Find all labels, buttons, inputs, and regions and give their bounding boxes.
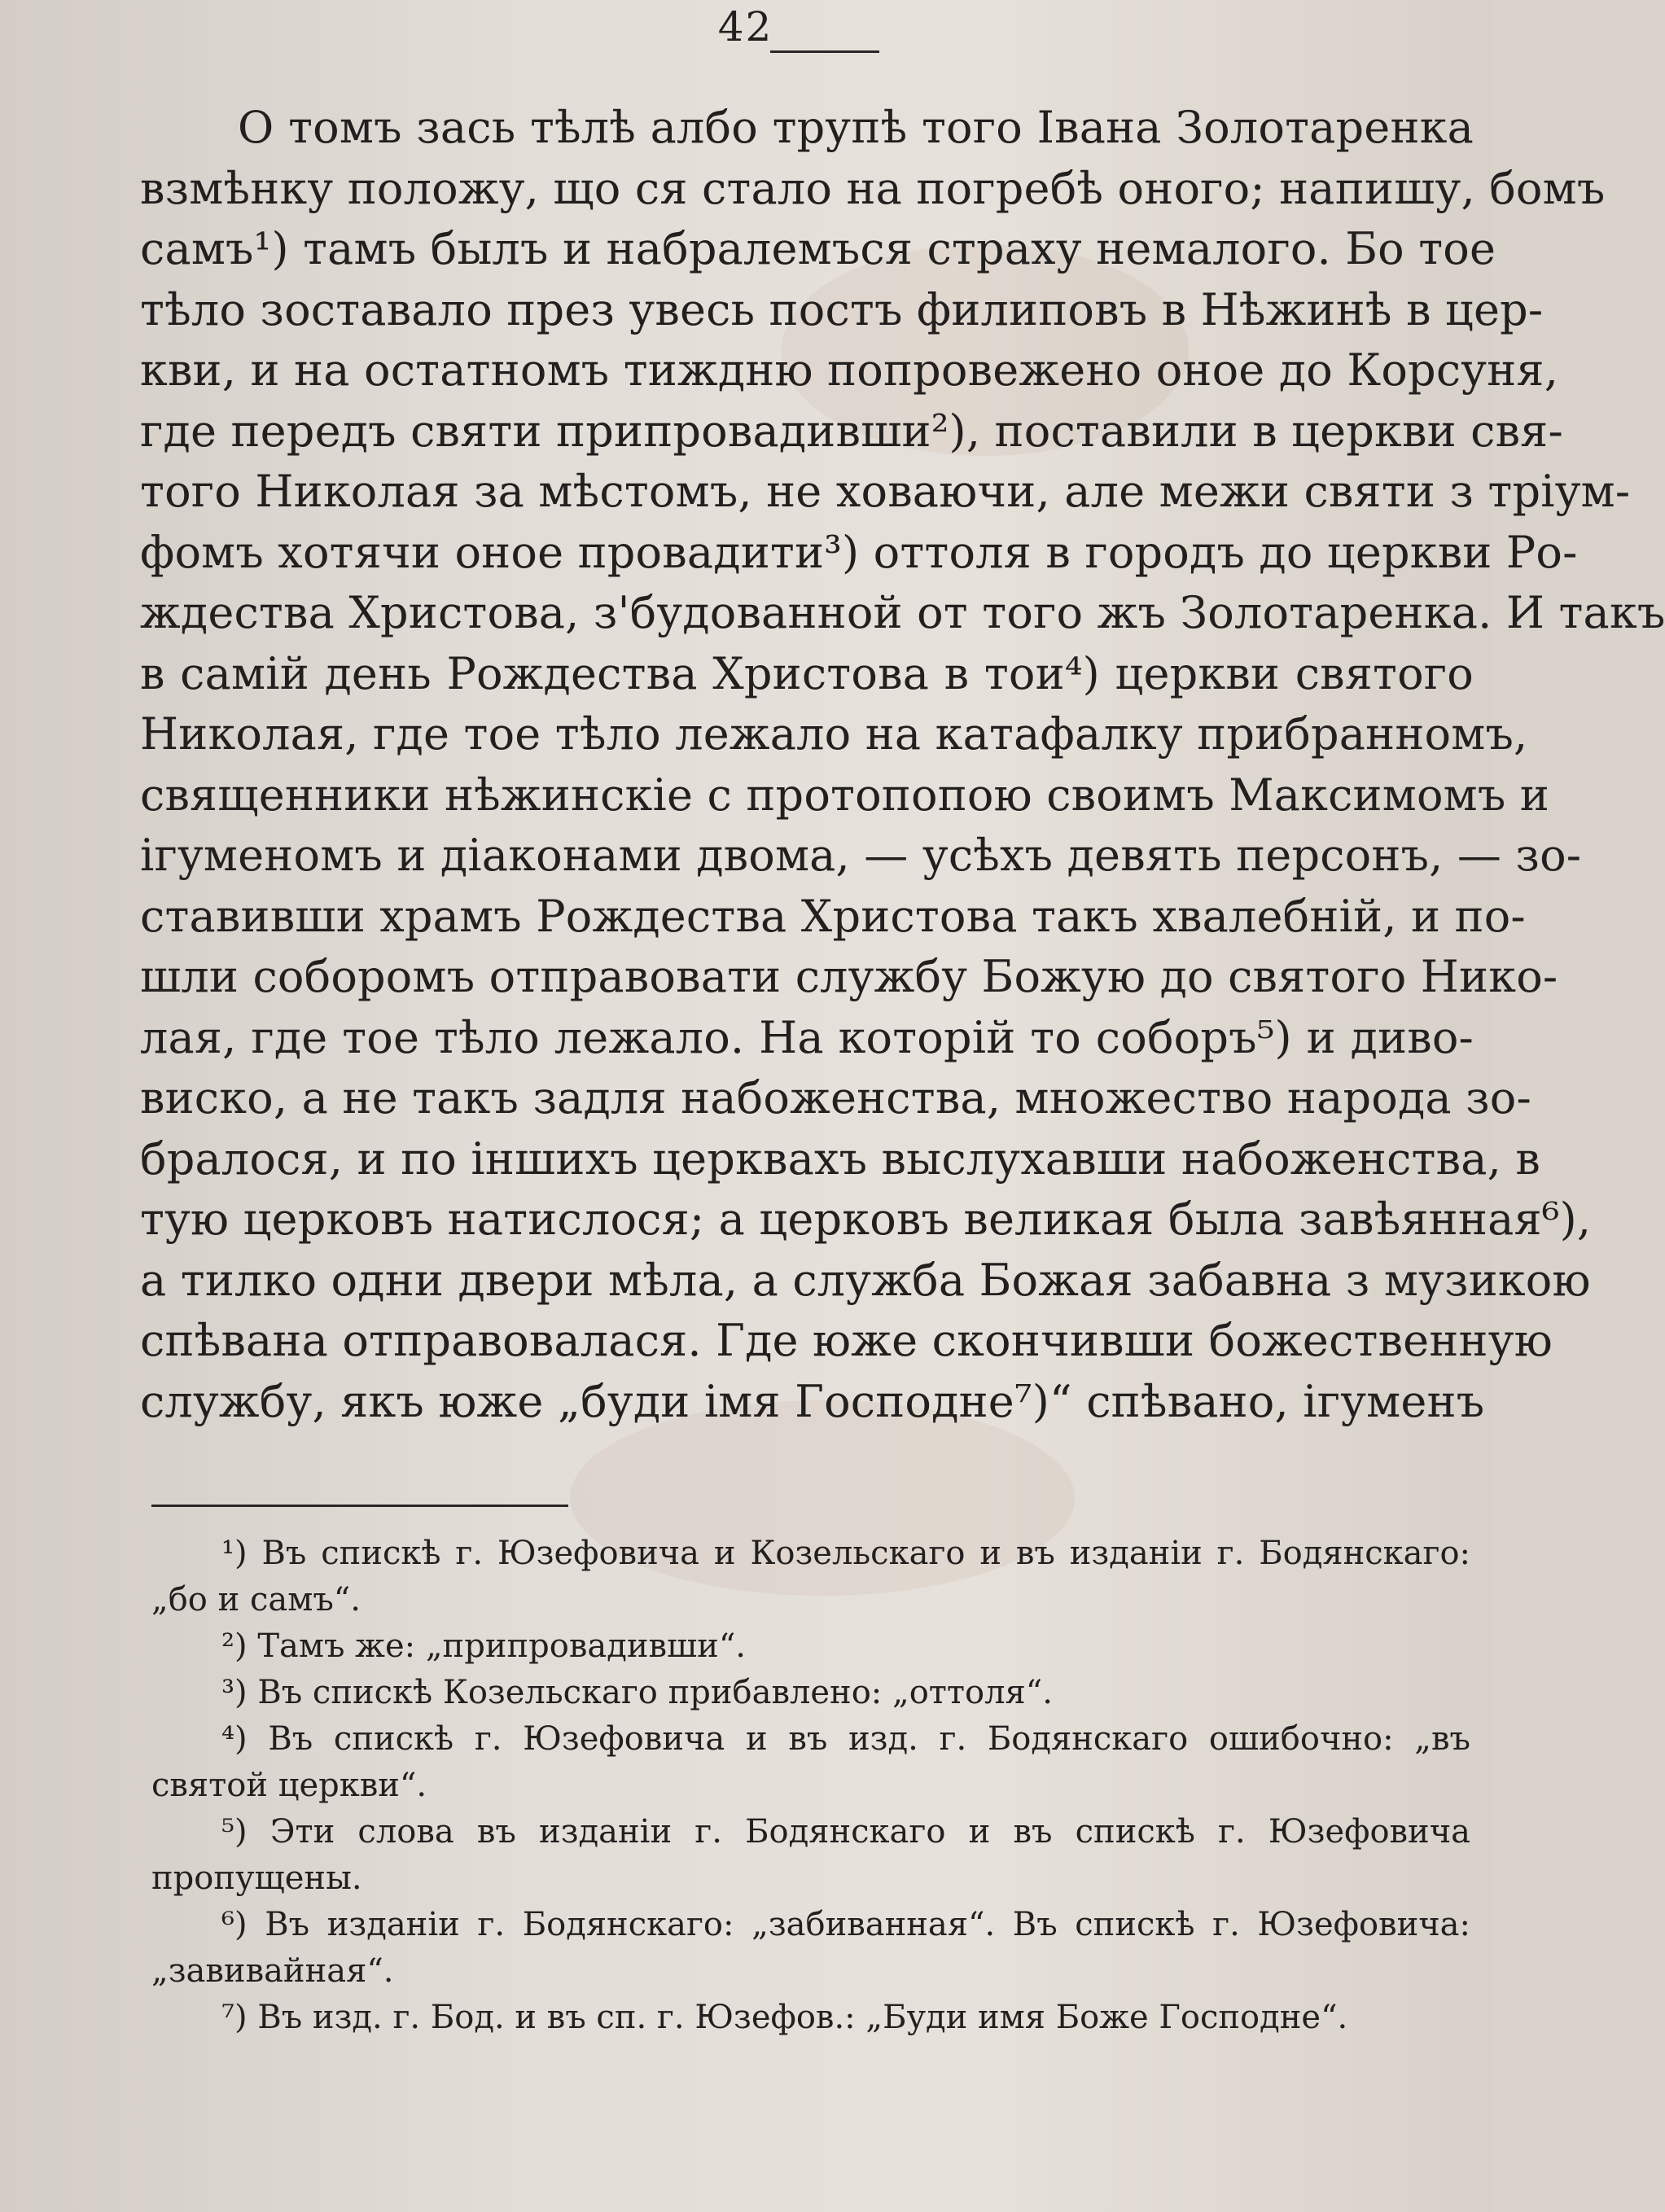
footnote-text: святой церкви“. [151, 1767, 427, 1804]
footnote-line [151, 1763, 1470, 1809]
footnote-line [151, 1902, 1470, 1948]
text-line: лая, где тое тѣло лежало. На которій то соборъ⁵) и диво- [140, 1011, 1474, 1063]
text-line: ждества Христова, з'будованной от того жъ Золотаренка. И такъ [140, 587, 1665, 638]
footnote-line [151, 1995, 1470, 2041]
text-line: шли соборомъ отправовати службу Божую до святого Нико- [140, 951, 1558, 1002]
footnote-line [151, 1809, 1470, 1855]
footnote-text: Въ спискѣ г. Юзефовича и въ изд. г. Бодянскаго ошибочно: „въ [268, 1720, 1471, 1758]
footnote-text: пропущены. [151, 1859, 362, 1897]
footnote-line [151, 1716, 1470, 1763]
footnote-text: „завивайная“. [151, 1952, 394, 1990]
footnote-separator [151, 1505, 568, 1507]
footnote-mark: ²) [221, 1627, 258, 1665]
footnote-mark: ¹) [221, 1535, 262, 1572]
text-line: ставивши храмъ Рождества Христова такъ хвалебній, и по- [140, 890, 1526, 942]
text-line: О томъ зась тѣлѣ албо трупѣ того Івана Золотаренка [238, 102, 1474, 153]
page-number-underline [770, 50, 879, 53]
text-line: тѣло зоставало през увесь постъ филиповъ в Нѣжинѣ в цер- [140, 283, 1544, 335]
footnote-mark: ⁴) [221, 1720, 269, 1758]
text-line: священники нѣжинскіе с протопопою своимъ Максимомъ и [140, 769, 1549, 821]
footnotes [151, 1531, 1470, 2041]
footnote-text: „бо и самъ“. [151, 1581, 361, 1618]
footnote-line [151, 1623, 1470, 1670]
text-line: фомъ хотячи оное провадити³) оттоля в городъ до церкви Ро- [140, 526, 1578, 578]
main-text [140, 98, 1665, 1432]
text-line: службу, якъ юже „буди імя Господне⁷)“ спѣвано, ігуменъ [140, 1375, 1485, 1427]
text-line: самъ¹) тамъ былъ и набралемъся страху немалого. Бо тое [140, 223, 1496, 274]
footnote-line [151, 1577, 1470, 1623]
footnote-mark: ³) [221, 1674, 258, 1711]
footnote-text: Въ изданіи г. Бодянскаго: „забиванная“. Въ спискѣ г. Юзефовича: [265, 1906, 1470, 1943]
footnote-line [151, 1531, 1470, 1577]
page-number: 42 [717, 3, 773, 50]
footnote-line [151, 1670, 1470, 1716]
text-line: где передъ святи припровадивши²), поставили в церкви свя- [140, 405, 1563, 457]
footnote-line [151, 1855, 1470, 1902]
text-line: а тилко одни двери мѣла, а служба Божая забавна з музикою [140, 1254, 1591, 1306]
footnote-text: Въ изд. г. Бод. и въ сп. г. Юзефов.: „Буди имя Боже Господне“. [257, 1999, 1348, 2036]
footnote-text: Въ спискѣ г. Юзефовича и Козельскаго и въ изданіи г. Бодянскаго: [261, 1535, 1471, 1572]
text-line: взмѣнку положу, що ся стало на погребѣ оного; напишу, бомъ [140, 162, 1606, 214]
footnote-mark: ⁶) [221, 1906, 265, 1943]
text-line: того Николая за мѣстомъ, не ховаючи, але межи святи з тріум- [140, 466, 1631, 517]
text-line: виско, а не такъ задля набоженства, множество народа зо- [140, 1072, 1531, 1124]
text-line: тую церковъ натислося; а церковъ великая была завѣянная⁶), [140, 1194, 1592, 1245]
footnote-text: Въ спискѣ Козельскаго прибавлено: „оттоля“. [257, 1674, 1053, 1711]
text-line: бралося, и по іншихъ церквахъ выслухавши набоженства, в [140, 1132, 1540, 1185]
text-line: в самій день Рождества Христова в тои⁴) церкви святого [140, 647, 1474, 699]
footnote-mark: ⁵) [221, 1813, 270, 1851]
footnote-mark: ⁷) [221, 1999, 258, 2036]
text-line: Николая, где тое тѣло лежало на катафалку прибранномъ, [140, 708, 1528, 760]
text-line: спѣвана отправовалася. Где юже скончивши божественную [140, 1315, 1553, 1366]
footnote-text: Тамъ же: „припровадивши“. [257, 1627, 747, 1665]
text-line: кви, и на остатномъ тиждню попровежено оное до Корсуня, [140, 344, 1559, 396]
text-line: ігуменомъ и діаконами двома, — усѣхъ девять персонъ, — зо- [140, 830, 1582, 881]
footnote-text: Эти слова въ изданіи г. Бодянскаго и въ спискѣ г. Юзефовича [269, 1813, 1471, 1851]
footnote-line [151, 1948, 1470, 1995]
